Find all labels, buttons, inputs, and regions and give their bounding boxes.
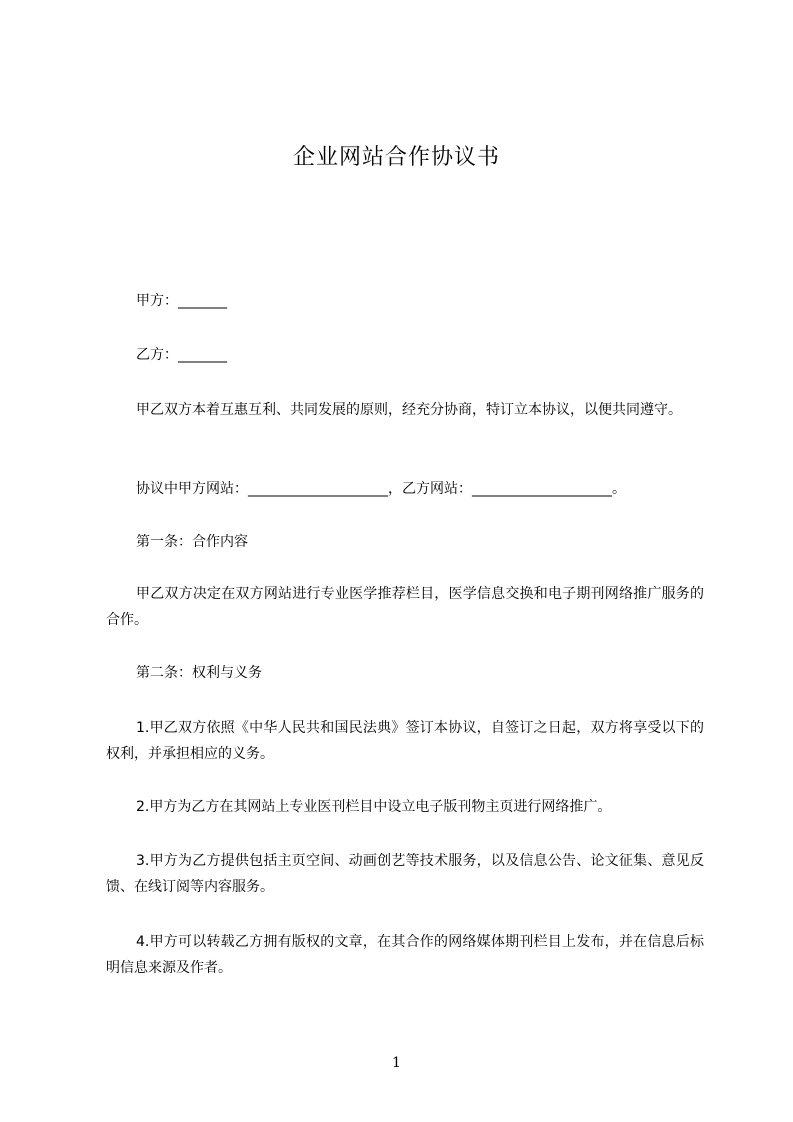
clause-3-paragraph: 3.甲方为乙方提供包括主页空间、动画创艺等技术服务，以及信息公告、论文征集、意见反馈、在线订阅等内容服务。 — [106, 853, 704, 895]
clause-2-paragraph: 2.甲方为乙方在其网站上专业医刊栏目中设立电子版刊物主页进行网络推广。 — [136, 799, 612, 815]
page-number: 1 — [392, 1055, 401, 1071]
document-title: 企业网站合作协议书 — [292, 145, 500, 170]
intro-paragraph: 甲乙双方本着互惠互利、共同发展的原则，经充分协商，特订立本协议，以便共同遵守。 — [136, 402, 682, 418]
clause-4-paragraph: 4.甲方可以转载乙方拥有版权的文章，在其合作的网络媒体期刊栏目上发布，并在信息后标明信息来源及作者。 — [106, 934, 704, 976]
party-a-line: 甲方：_______ — [136, 293, 227, 309]
websites-line: 协议中甲方网站：____________________，乙方网站：____________________。 — [136, 481, 626, 497]
party-b-line: 乙方：_______ — [136, 347, 227, 363]
clause-1-paragraph: 1.甲乙双方依照《中华人民共和国民法典》签订本协议，自签订之日起，双方将享受以下的权利，并承担相应的义务。 — [106, 720, 704, 762]
article-2-heading: 第二条：权利与义务 — [136, 665, 262, 681]
article-1-paragraph: 甲乙双方决定在双方网站进行专业医学推荐栏目，医学信息交换和电子期刊网络推广服务的合作。 — [106, 586, 704, 628]
article-1-heading: 第一条：合作内容 — [136, 534, 248, 550]
